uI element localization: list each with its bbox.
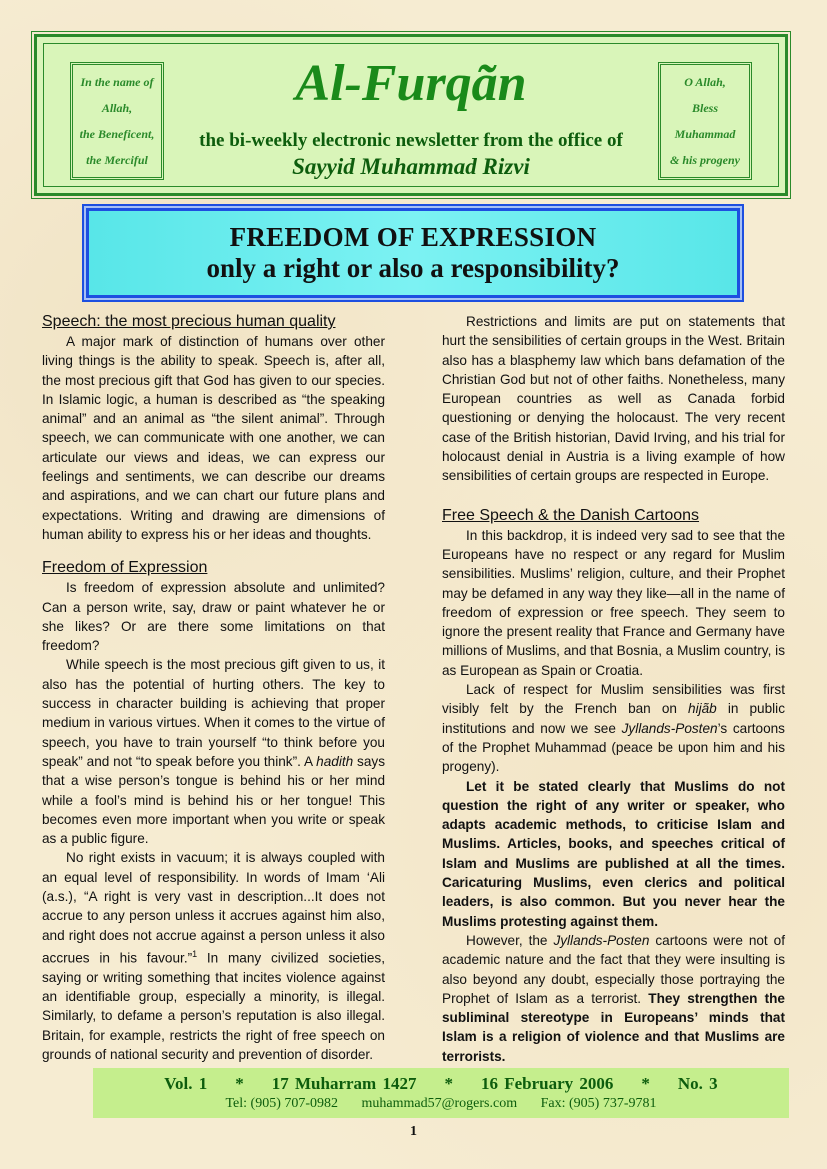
left-box-line: the Beneficent, [79, 126, 155, 141]
left-box-line: In the name of [80, 74, 154, 89]
paragraph-bold: Let it be stated clearly that Muslims do not question the right of any writer or speaker, who adapts academic methods, to criticise Islam and Muslims. Articles, books, and speeches critical of Islam and Muslims are published at all the times. Caricaturing Muslims, even clerics and political leaders, is also common. But you never hear the Muslims protesting against them. [442, 778, 785, 929]
text-run: in public institutions and now we see [442, 701, 785, 736]
text-run: Lack of respect for Muslim sensibilities was first visibly felt by the French ban on [442, 682, 785, 717]
issue-info [93, 1074, 789, 1094]
fax: Fax: (905) 737-9781 [540, 1096, 657, 1111]
text-run-italic: Jyllands-Posten [621, 720, 718, 736]
separator: * [235, 1074, 244, 1093]
paragraph [42, 655, 385, 848]
separator: * [444, 1074, 453, 1093]
issue-footer [93, 1068, 789, 1118]
paragraph [442, 931, 785, 1066]
masthead-inner-border [43, 43, 779, 187]
section-heading: Speech: the most precious human quality [42, 313, 336, 330]
masthead [34, 34, 788, 196]
text-run-italic: hijãb [688, 701, 717, 717]
paragraph [42, 848, 385, 1064]
footnote-marker: 1 [192, 948, 198, 959]
contact-info [93, 1096, 789, 1112]
section-heading: Freedom of Expression [42, 559, 208, 577]
email-link[interactable]: muhammad57@rogers.com [361, 1096, 518, 1111]
right-box-line: Muhammad [674, 126, 736, 141]
left-box-line: the Merciful [86, 152, 148, 167]
text-run: says that a wise person’s tongue is behind his or her mind while a fool’s mind is behind his or her tongue! This becomes even more important when you write or speak as a public figure. [42, 753, 385, 847]
text-run: While speech is the most precious gift given to us, it also has the potential of hurting others. The key to success in character building is achieving that proper medium in various virtues. When it comes to the virtue of speech, you have to train yourself “to think before you speak” and not “to speak before you think”. A [42, 657, 385, 769]
text-run: ’s cartoons of the Prophet Muhammad (peace be upon him and his progeny). [442, 720, 785, 775]
telephone: Tel: (905) 707-0982 [225, 1096, 339, 1111]
left-column [42, 312, 385, 1064]
newsletter-subtitle: the bi-weekly electronic newsletter from the office of [199, 130, 623, 151]
text-run-italic: hadith [316, 753, 354, 769]
separator: * [641, 1074, 650, 1093]
headline-line-2: only a right or also a responsibility? [206, 253, 620, 283]
text-run: cartoons were not of academic nature and the fact that they were insulting is also beyond any doubt, especially those portraying the Prophet of Islam as a terrorist. [442, 932, 785, 1006]
right-box-line: & his progeny [669, 152, 740, 167]
issue-date: 16 February 2006 [480, 1074, 614, 1093]
paragraph: Is freedom of expression absolute and unlimited? Can a person write, say, draw or paint whatever he or she likes? Or are there some limitations on that freedom? [42, 580, 385, 654]
right-column [442, 312, 785, 1066]
newsletter-author: Sayyid Muhammad Rizvi [292, 154, 530, 179]
paragraph: A major mark of distinction of humans over other living things is the ability to speak. Speech is, after all, the most precious gift that God has given to our species. In Islamic logic, a human is described as “the speaking animal” and an animal as “the silent animal”. Through speech, we can communicate with one another, we can articulate our views and ideas, we can express our feelings and sentiments, we can describe our dreams and aspirations, and we can chart our future plans and expectations. Writing and drawing are dimensions of human ability to express his or her ideas and thoughts. [42, 334, 385, 542]
text-run-bold: They strengthen the subliminal stereotype in Europeans’ minds that Islam is a religion of violence and that Muslims are terrorists. [442, 990, 785, 1064]
text-run-italic: Jyllands-Posten [553, 932, 650, 948]
article-headline-box [86, 208, 740, 298]
paragraph: In this backdrop, it is indeed very sad to see that the Europeans have no respect or any regard for Muslim sensibilities. Muslims’ religion, culture, and their Prophet may be defamed in any way they like—all in the name of freedom of expression or free speech. They seem to ignore the present reality that France and Germany have millions of Muslims, and that Bosnia, a Muslim country, is as European as Spain or Croatia. [442, 527, 785, 678]
text-run: No right exists in vacuum; it is always coupled with an equal level of responsibility. In words of Imam ‘Ali (a.s.), “A right is very vast in description...It does not accrue to any person unless it accrues against him also, and right does not accrue against a person unless it also accrues in his favour.” [42, 850, 385, 966]
right-box-line: O Allah, [684, 74, 726, 89]
newsletter-title: Al-Furqãn [295, 55, 527, 112]
paragraph [442, 680, 785, 776]
masthead-right-box [658, 62, 752, 180]
text-run: However, the [466, 932, 554, 948]
hijri-date: 17 Muharram 1427 [271, 1074, 417, 1093]
paragraph: Restrictions and limits are put on statements that hurt the sensibilities of certain groups in the West. Britain also has a blasphemy law which bans defamation of the Christian God but not of other faiths. Nonetheless, many European countries as well as Canada forbid questioning or denying the holocaust. The very recent case of the British historian, David Irving, and his trial for holocaust denial in Austria is a living example of how sensibilities of certain groups are respected in Europe. [442, 314, 785, 484]
text-run: In many civilized societies, saying or writing something that incites violence against an identifiable group, especially a minority, is illegal. Similarly, to defame a person’s reputation is also illegal. Britain, for example, restricts the right of free speech on grounds of national security and prevention of disorder. [42, 950, 385, 1062]
issue-number: No. 3 [677, 1074, 718, 1093]
section-heading: Free Speech & the Danish Cartoons [442, 506, 700, 524]
headline-line-1: FREEDOM OF EXPRESSION [229, 222, 597, 252]
right-box-line: Bless [691, 100, 718, 115]
left-box-line: Allah, [101, 100, 133, 115]
page-number: 1 [410, 1124, 417, 1139]
volume: Vol. 1 [164, 1074, 208, 1093]
